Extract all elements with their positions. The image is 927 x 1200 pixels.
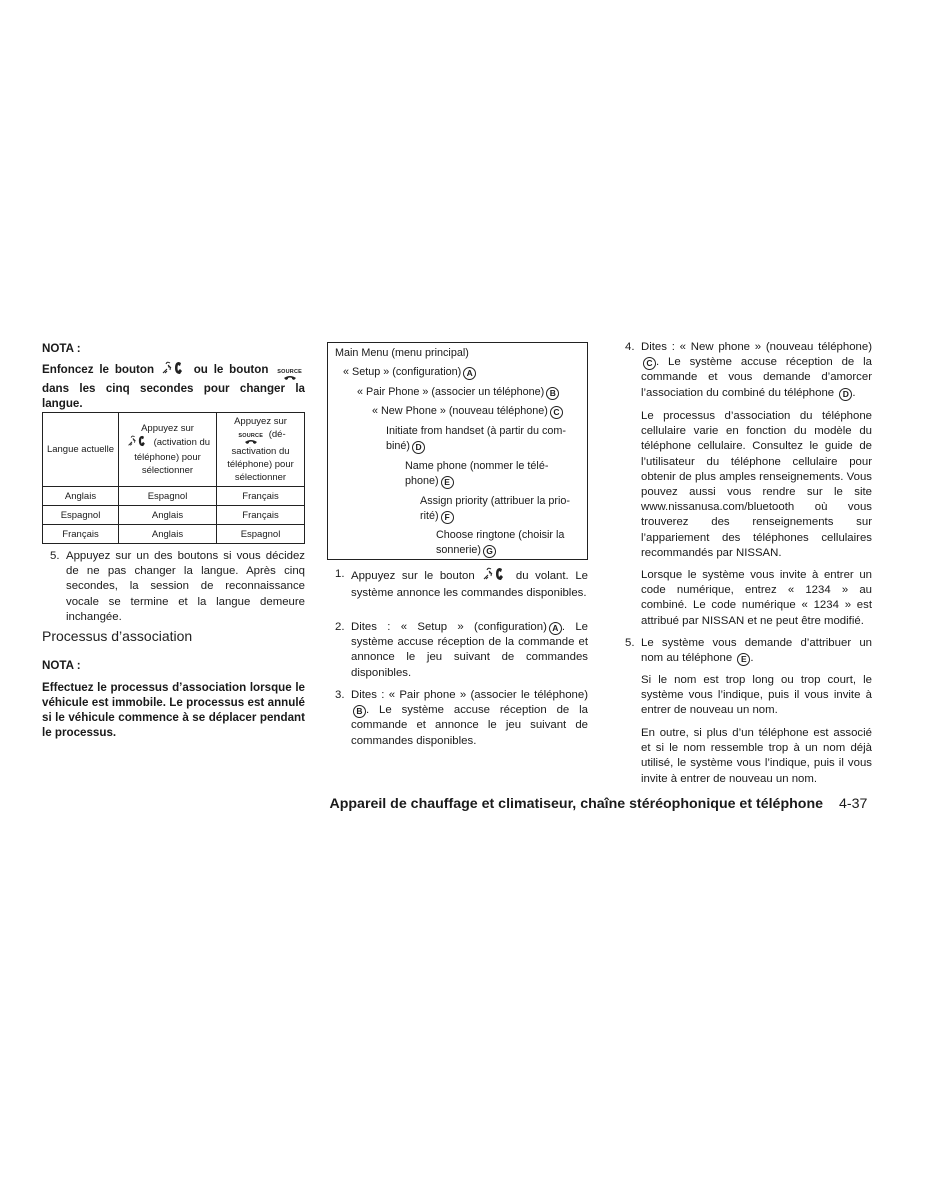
- menu-text: « Pair Phone » (associer un téléphone): [357, 386, 545, 398]
- header-text: (dé-sactivation du téléphone) pour sélectionner: [227, 429, 294, 483]
- menu-text: phone): [405, 475, 439, 488]
- header-text: Appuyez sur: [141, 423, 194, 434]
- list-number: 1.: [335, 568, 345, 580]
- callout-label: C: [643, 357, 656, 370]
- list-item: [42, 549, 305, 625]
- callout-label: D: [412, 441, 425, 454]
- header-activate-phone: [119, 413, 217, 487]
- paragraph: Lorsque le système vous invite à entrer un code numérique, entrez « 1234 » au combiné. Le code numérique « 1234 » est attribué par NISSAN et ne peut être modifié.: [641, 569, 872, 627]
- menu-text: Assign priority (attribuer la prio-: [420, 495, 571, 507]
- header-deactivate-phone: [217, 413, 305, 487]
- paragraph: Si le nom est trop long ou trop court, le système vous l’indique, puis il vous invite à entrer de nouveau un nom.: [641, 674, 872, 717]
- nota-text-pairing: Effectuez le processus d’association lorsque le véhicule est immobile. Le processus est annulé si le véhicule commence à se déplacer pendant le processus.: [42, 681, 305, 739]
- list-item: [327, 567, 588, 601]
- menu-text: « Setup » (configuration): [343, 366, 462, 378]
- list-text: .: [750, 652, 754, 665]
- menu-text: Name phone (nommer le télé-: [405, 460, 549, 472]
- menu-text: sonnerie): [436, 544, 482, 557]
- list-number: 2.: [335, 621, 345, 633]
- menu-line-pair-phone: [357, 385, 559, 400]
- nota-text-language: [42, 361, 305, 411]
- phone-source-icon: [277, 369, 302, 381]
- header-text: Appuyez sur: [234, 416, 287, 427]
- menu-line-new-phone: [372, 404, 563, 419]
- menu-line-ringtone: [436, 528, 564, 559]
- header-text: (activation du téléphone) pour sélectionner: [134, 437, 211, 476]
- callout-label: E: [737, 653, 750, 666]
- section-heading: Processus d’association: [42, 628, 193, 644]
- list-text: Dites : « New phone » (nouveau téléphone): [641, 341, 872, 353]
- list-item: [617, 340, 872, 401]
- callout-label: G: [483, 545, 496, 558]
- callout-label: F: [441, 511, 454, 524]
- list-item: [327, 620, 588, 681]
- language-table: [42, 412, 305, 544]
- menu-text: rité): [420, 510, 439, 523]
- list-text: Dites : « Setup » (configuration): [351, 621, 547, 633]
- table-cell: Français: [43, 525, 119, 544]
- menu-line-initiate: [386, 424, 566, 455]
- list-text: . Le système accuse réception de la commande et annonce le jeu suivant de commandes disponibles.: [351, 704, 588, 747]
- paragraph: Le processus d’association du téléphone cellulaire varie en fonction du modèle du téléphone cellulaire. Consultez le guide de l’utilisateur du téléphone cellulaire pour obtenir de plus amples renseignements. Vous pouvez aussi vous rendre sur le site www.nissanusa.com/bluetooth où vous trouverez des renseignements sur l’appariement des téléphones cellulaires recommandés par NISSAN.: [641, 410, 872, 559]
- list-text: Dites : « Pair phone » (associer le téléphone): [351, 689, 588, 701]
- table-header-row: [43, 413, 305, 487]
- nota-label: NOTA :: [42, 659, 81, 672]
- table-cell: Espagnol: [217, 525, 305, 544]
- menu-line-assign-priority: [420, 494, 570, 525]
- list-number: 3.: [335, 689, 345, 701]
- callout-label: A: [463, 367, 476, 380]
- list-text: .: [852, 386, 856, 399]
- table-row: [43, 506, 305, 525]
- phone-source-icon: [238, 433, 263, 445]
- callout-label: D: [839, 388, 852, 401]
- table-cell: Anglais: [119, 506, 217, 525]
- list-text: Le système vous demande d’attribuer un nom au téléphone: [641, 637, 872, 665]
- list-item: [327, 688, 588, 749]
- callout-label: E: [441, 476, 454, 489]
- list-text: . Le système accuse réception de la commande et vous demande d’amorcer l’association du combiné du téléphone: [641, 356, 872, 399]
- menu-text: biné): [386, 440, 411, 453]
- nota-text-part: Enfoncez le bouton: [42, 363, 155, 376]
- menu-line-setup: [343, 365, 476, 380]
- table-cell: Anglais: [43, 487, 119, 506]
- table-cell: Français: [217, 506, 305, 525]
- menu-line-main: Main Menu (menu principal): [335, 347, 469, 359]
- menu-text: Choose ringtone (choisir la: [436, 529, 565, 541]
- table-cell: Espagnol: [119, 487, 217, 506]
- page-footer: [0, 797, 927, 817]
- footer-chapter-title: Appareil de chauffage et climatiseur, chaîne stéréophonique et téléphone: [329, 796, 823, 812]
- callout-label: B: [546, 387, 559, 400]
- list-text: Appuyez sur le bouton: [351, 570, 475, 582]
- table-row: [43, 525, 305, 544]
- nota-label: NOTA :: [42, 342, 81, 355]
- table-cell: Anglais: [119, 525, 217, 544]
- header-current-language: Langue actuelle: [43, 413, 119, 487]
- nota-text-part: ou le bouton: [193, 363, 269, 376]
- phone-talk-icon: [483, 567, 507, 586]
- list-number: 4.: [625, 341, 635, 353]
- menu-text: « New Phone » (nouveau téléphone): [372, 405, 548, 417]
- table-row: [43, 487, 305, 506]
- phone-talk-icon: [127, 435, 149, 451]
- voice-menu-tree: [327, 342, 588, 560]
- list-text: Appuyez sur un des boutons si vous décidez de ne pas changer la langue. Après cinq secondes, la session de reconnaissance vocale se termine et la langue demeure inchangée.: [66, 550, 305, 623]
- callout-label: C: [550, 406, 563, 419]
- table-cell: Espagnol: [43, 506, 119, 525]
- callout-label: B: [353, 705, 366, 718]
- list-text: du volant. Le système annonce les commandes disponibles.: [351, 570, 588, 600]
- nota-text-part: dans les cinq secondes pour changer la langue.: [42, 382, 305, 410]
- menu-line-name-phone: [405, 459, 548, 490]
- list-item: [617, 636, 872, 666]
- list-text: . Le système accuse réception de la commande et annonce le jeu suivant de commandes disponibles.: [351, 621, 589, 679]
- paragraph: En outre, si plus d’un téléphone est associé et si le nom ressemble trop à un nom déjà utilisé, le système vous l’indique, puis il vous invite à entrer de nouveau un nom.: [641, 727, 872, 785]
- list-number: 5.: [625, 637, 635, 649]
- source-label: SOURCE: [277, 369, 302, 375]
- phone-talk-icon: [162, 361, 186, 379]
- table-cell: Français: [217, 487, 305, 506]
- page-number: 4-37: [839, 796, 868, 812]
- menu-text: Initiate from handset (à partir du com-: [386, 425, 567, 437]
- source-label: SOURCE: [238, 433, 264, 439]
- list-number: 5.: [50, 550, 60, 562]
- callout-label: A: [549, 622, 562, 635]
